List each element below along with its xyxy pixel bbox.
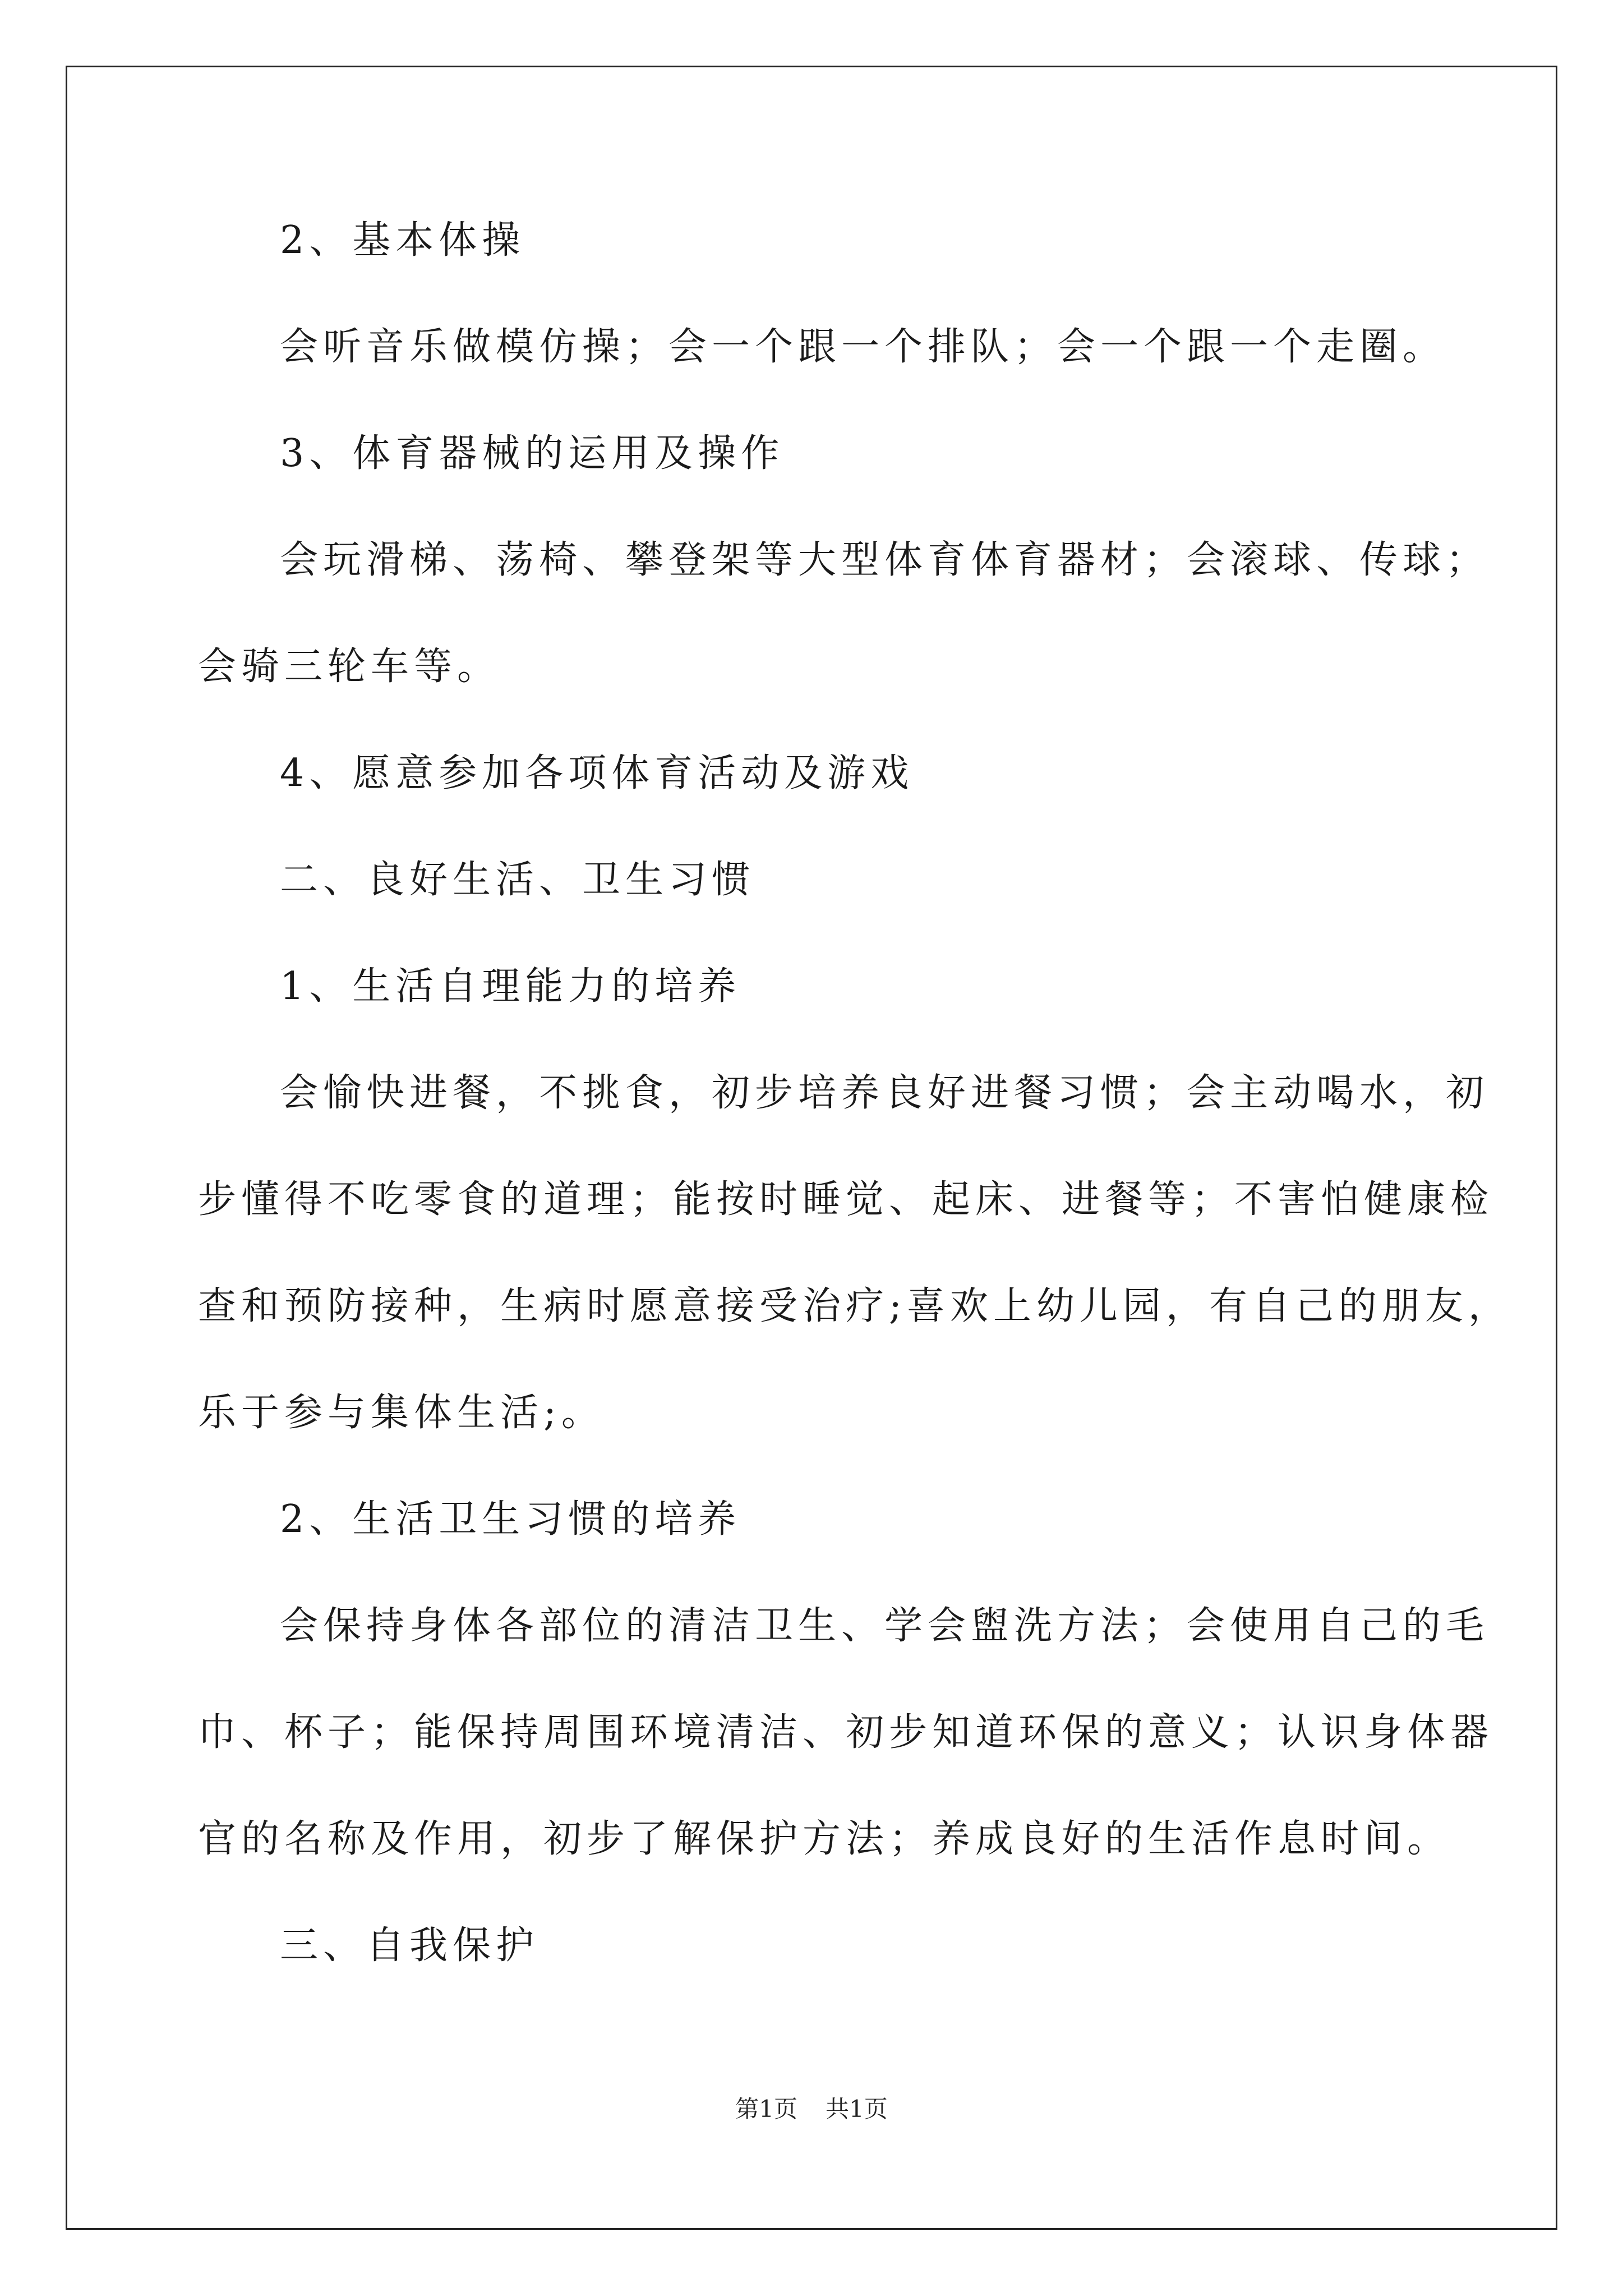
heading-basic-exercise: 2、基本体操 [280, 218, 525, 263]
paragraph-hygiene-line-1: 会保持身体各部位的清洁卫生、学会盥洗方法；会使用自己的毛 [280, 1604, 1490, 1648]
page-total: 共1页 [826, 2095, 888, 2123]
paragraph-hygiene-line-3: 官的名称及作用，初步了解保护方法；养成良好的生活作息时间。 [198, 1817, 1451, 1861]
paragraph-self-care-line-2: 步懂得不吃零食的道理；能按时睡觉、起床、进餐等；不害怕健康检 [198, 1177, 1494, 1222]
heading-habits: 二、良好生活、卫生习惯 [280, 858, 755, 902]
paragraph-hygiene-line-2: 巾、杯子；能保持周围环境清洁、初步知道环保的意义；认识身体器 [198, 1710, 1494, 1755]
heading-equipment: 3、体育器械的运用及操作 [280, 431, 785, 476]
paragraph-self-care-line-1: 会愉快进餐，不挑食，初步培养良好进餐习惯；会主动喝水，初 [280, 1071, 1490, 1115]
paragraph-self-care-line-3: 查和预防接种，生病时愿意接受治疗;喜欢上幼儿园，有自己的朋友， [198, 1284, 1511, 1328]
page-number: 第1页 [735, 2095, 797, 2123]
heading-self-protection: 三、自我保护 [280, 1924, 540, 1968]
heading-activities: 4、愿意参加各项体育活动及游戏 [280, 751, 914, 795]
page-frame [66, 66, 1557, 2230]
page-footer [0, 2095, 1623, 2123]
paragraph-basic-exercise: 会听音乐做模仿操；会一个跟一个排队；会一个跟一个走圈。 [280, 325, 1446, 369]
paragraph-self-care-line-4: 乐于参与集体生活;。 [198, 1391, 605, 1435]
heading-self-care: 1、生活自理能力的培养 [280, 964, 741, 1009]
paragraph-equipment-line-2: 会骑三轮车等。 [198, 645, 501, 689]
heading-hygiene: 2、生活卫生习惯的培养 [280, 1497, 741, 1542]
paragraph-equipment-line-1: 会玩滑梯、荡椅、攀登架等大型体育体育器材；会滚球、传球； [280, 538, 1490, 582]
